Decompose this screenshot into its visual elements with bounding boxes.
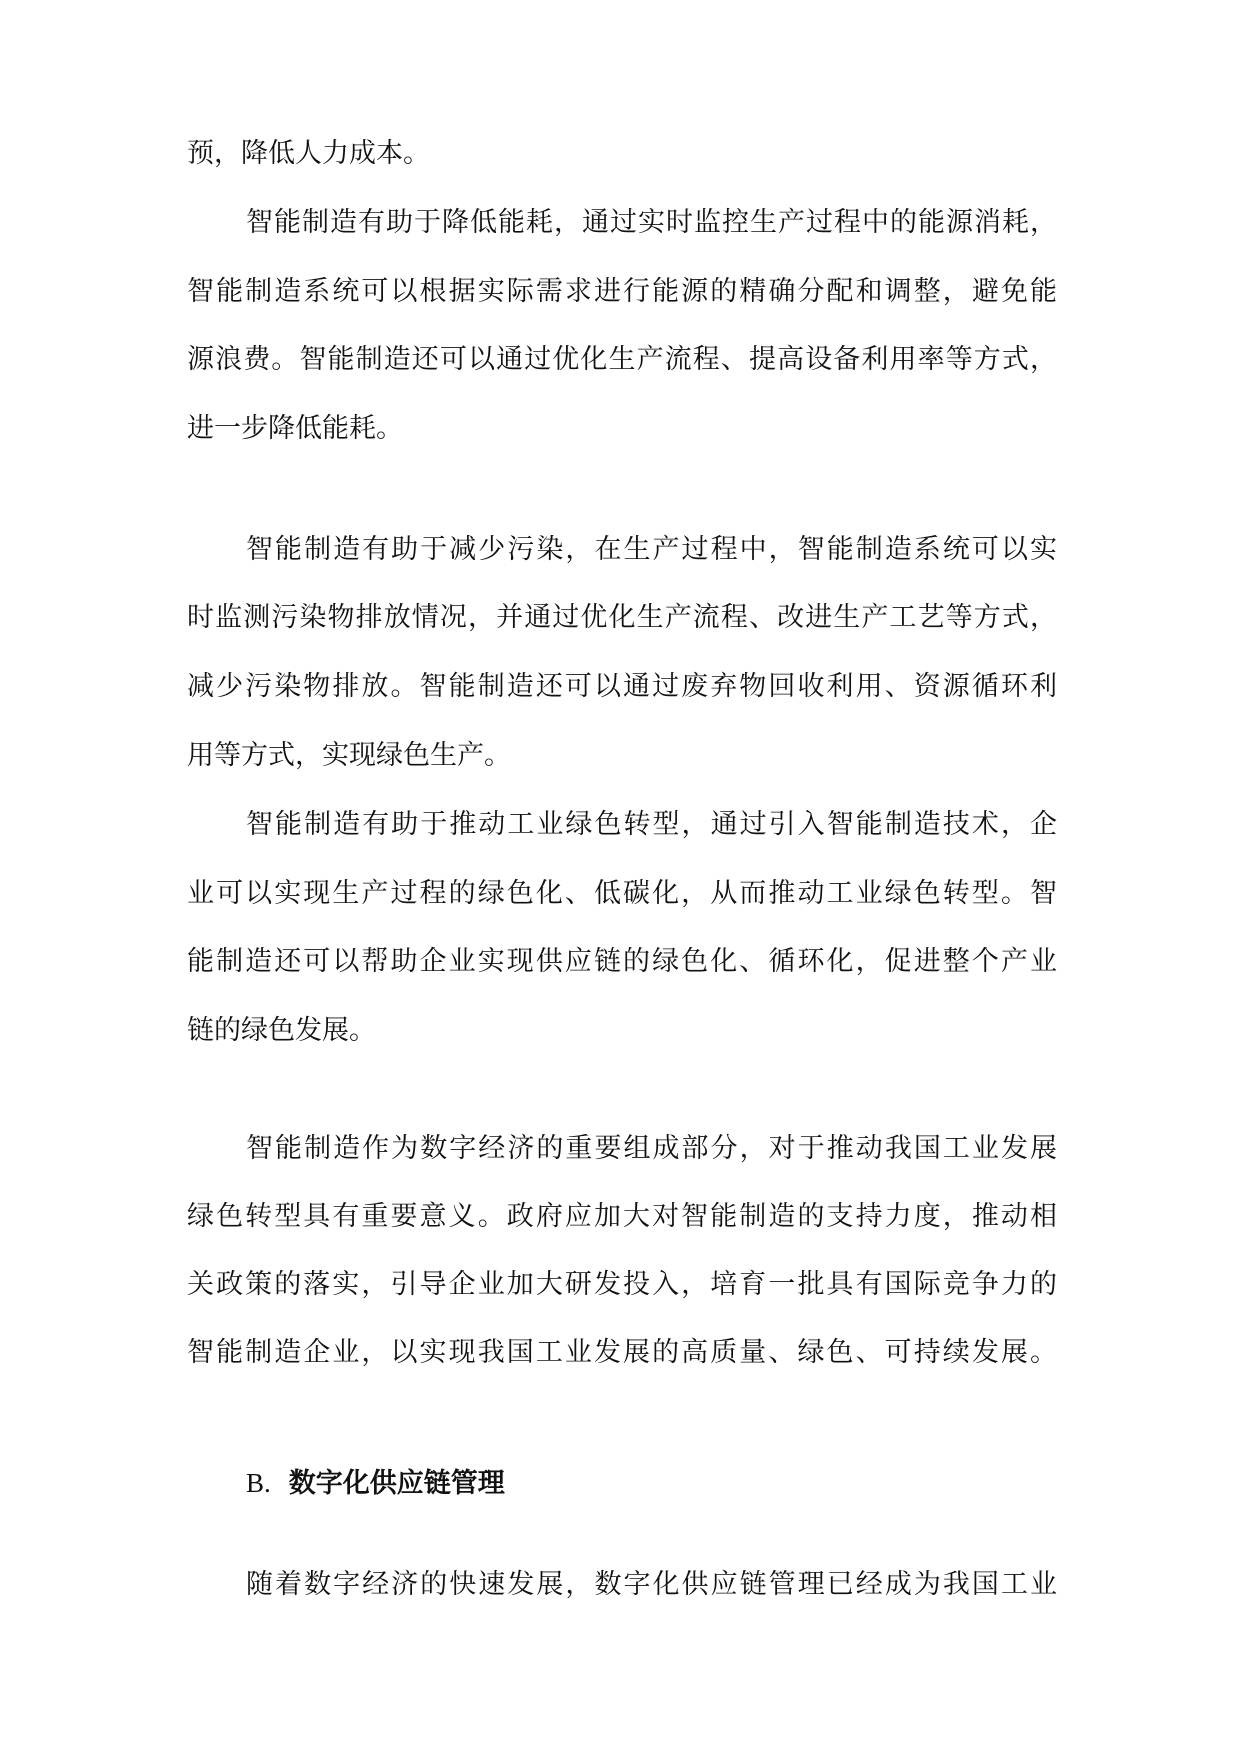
text-line: 用等方式，实现绿色生产。 <box>187 740 511 771</box>
text-line: 预，降低人力成本。 <box>187 138 430 169</box>
text-line: 绿色转型具有重要意义。政府应加大对智能制造的支持力度，推动相 <box>187 1201 1057 1232</box>
text-line: 智能制造企业，以实现我国工业发展的高质量、绿色、可持续发展。 <box>187 1337 1057 1368</box>
section-heading-title: 数字化供应链管理 <box>288 1468 505 1499</box>
text-line: 业可以实现生产过程的绿色化、低碳化，从而推动工业绿色转型。智 <box>187 878 1057 909</box>
text-line: 智能制造作为数字经济的重要组成部分，对于推动我国工业发展 <box>246 1133 1057 1164</box>
text-line: 时监测污染物排放情况，并通过优化生产流程、改进生产工艺等方式， <box>187 602 1057 633</box>
text-line: 智能制造系统可以根据实际需求进行能源的精确分配和调整，避免能 <box>187 276 1057 307</box>
text-line: 关政策的落实，引导企业加大研发投入，培育一批具有国际竞争力的 <box>187 1269 1057 1300</box>
text-line: 智能制造有助于降低能耗，通过实时监控生产过程中的能源消耗， <box>246 207 1057 238</box>
text-line: 智能制造有助于推动工业绿色转型，通过引入智能制造技术，企 <box>246 809 1057 840</box>
text-line: 能制造还可以帮助企业实现供应链的绿色化、循环化，促进整个产业 <box>187 946 1057 977</box>
text-line: 减少污染物排放。智能制造还可以通过废弃物回收利用、资源循环利 <box>187 671 1057 702</box>
section-heading <box>246 1466 505 1500</box>
text-line: 链的绿色发展。 <box>187 1015 376 1046</box>
text-line: 智能制造有助于减少污染，在生产过程中，智能制造系统可以实 <box>246 534 1057 565</box>
text-line: 进一步降低能耗。 <box>187 413 403 444</box>
text-line: 源浪费。智能制造还可以通过优化生产流程、提高设备利用率等方式， <box>187 344 1057 375</box>
text-line: 随着数字经济的快速发展，数字化供应链管理已经成为我国工业 <box>246 1569 1057 1600</box>
section-heading-label: B. <box>246 1468 271 1498</box>
